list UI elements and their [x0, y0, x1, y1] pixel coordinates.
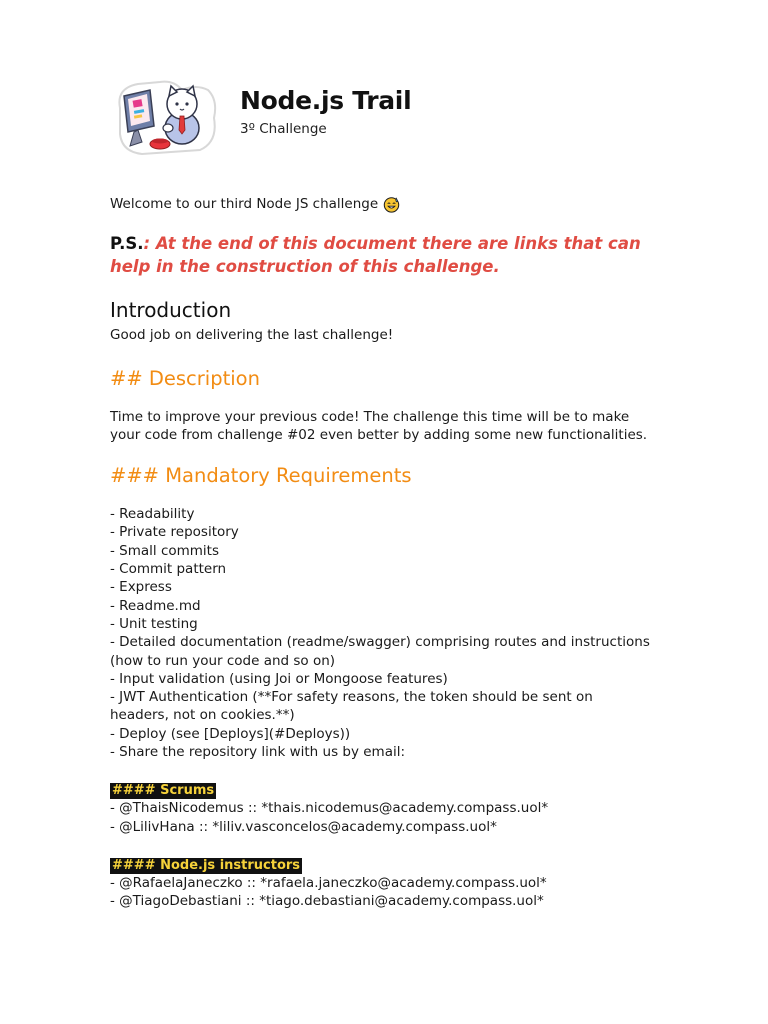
cat-at-computer-logo-icon [112, 78, 220, 156]
scrums-list [110, 799, 650, 836]
list-item: - Small commits [110, 542, 220, 559]
list-item: - Detailed documentation (readme/swagger) comprising routes and instructions (how to run your code and so on) [110, 634, 650, 669]
document-subtitle: 3º Challenge [240, 121, 327, 137]
scrums-section [110, 779, 650, 836]
list-item: - Share the repository link with us by email: [110, 744, 406, 761]
scrums-tag: #### Scrums [112, 783, 215, 799]
welcome-line [110, 195, 650, 213]
document-title: Node.js Trail [240, 86, 412, 115]
list-item: - Deploy (see [Deploys](#Deploys)) [110, 725, 351, 742]
introduction-text: Good job on delivering the last challenge! [110, 327, 394, 344]
list-item: - @RafaelaJaneczko :: *rafaela.janeczko@academy.compass.uol* [110, 874, 547, 891]
list-item: - Unit testing [110, 615, 198, 632]
description-text: Time to improve your previous code! The challenge this time will be to make your code from challenge #02 even better by adding some new functionalities. [110, 408, 648, 443]
mandatory-requirements-heading: ### Mandatory Requirements [110, 464, 412, 488]
ps-label: P.S. [110, 234, 144, 254]
list-item: - @TiagoDebastiani :: *tiago.debastiani@academy.compass.uol* [110, 893, 544, 910]
list-item: - Private repository [110, 524, 239, 541]
list-item: - Express [110, 579, 172, 596]
document-header [112, 78, 672, 158]
smiling-face-with-sweat-icon [383, 196, 400, 213]
welcome-text: Welcome to our third Node JS challenge [110, 196, 379, 212]
introduction-heading: Introduction [110, 298, 232, 323]
requirements-list [110, 505, 650, 761]
ps-text: : At the end of this document there are links that can help in the construction of this challenge. [110, 234, 641, 277]
list-item: - JWT Authentication (**For safety reasons, the token should be sent on headers, not on cookies.**) [110, 689, 593, 724]
list-item: - @LilivHana :: *liliv.vasconcelos@academy.compass.uol* [110, 818, 497, 835]
instructors-section [110, 854, 650, 911]
document-body [110, 195, 650, 911]
list-item: - @ThaisNicodemus :: *thais.nicodemus@academy.compass.uol* [110, 800, 549, 817]
instructors-list [110, 874, 650, 911]
list-item: - Readme.md [110, 597, 201, 614]
list-item: - Commit pattern [110, 561, 227, 578]
list-item: - Readability [110, 506, 195, 523]
list-item: - Input validation (using Joi or Mongoose features) [110, 670, 448, 687]
instructors-tag: #### Node.js instructors [112, 857, 301, 873]
ps-note [110, 232, 650, 278]
description-heading: ## Description [110, 366, 260, 390]
